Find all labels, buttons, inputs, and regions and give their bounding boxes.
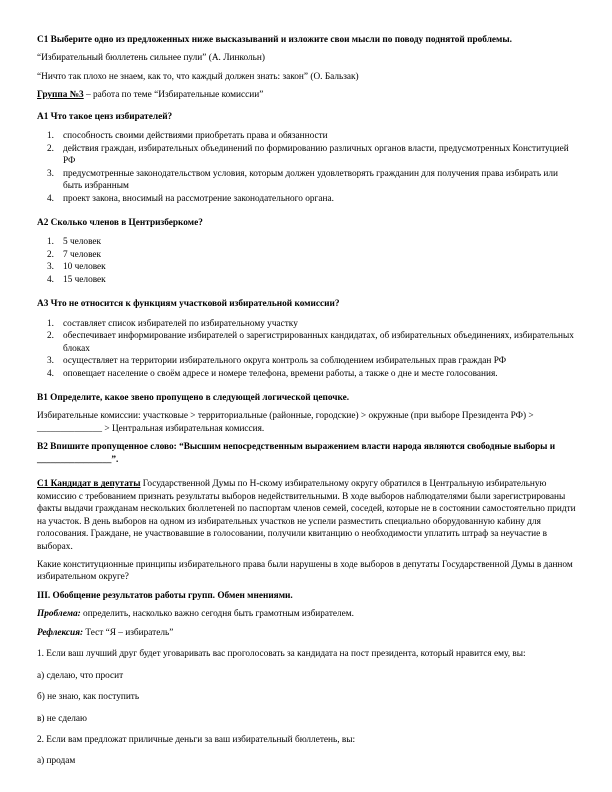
b2-label: В2 Впишите пропущенное слово: xyxy=(37,442,177,453)
b1-question: В1 Определите, какое звено пропущено в следующей логической цепочке. xyxy=(37,392,350,403)
list-item: 2. обеспечивает информирование избирателей о зарегистрированных кандидатах, об избирательных объединениях, избирательных блоках xyxy=(47,331,574,354)
list-item: 4. оповещает население о своём адресе и номере телефона, времени работы, а также о дне и месте голосования. xyxy=(47,368,498,379)
b2-text: “Высшим непосредственным выражением власти народа являются свободные выборы и ________________”. xyxy=(37,442,556,465)
group-text: – работа по теме “Избирательные комиссии” xyxy=(83,90,264,101)
a1-question: А1 Что такое ценз избирателей? xyxy=(37,111,173,122)
list-item: 4. 15 человек xyxy=(47,274,106,285)
quote-lincoln: “Избирательный бюллетень сильнее пули” (А. Линкольн) xyxy=(37,53,265,64)
list-item: 2. действия граждан, избирательных объединений по формированию различных органов власти, предусмотренных Конституцией РФ xyxy=(47,143,569,167)
list-item: 2. 7 человек xyxy=(47,249,102,260)
list-item: 3. осуществляет на территории избирательного округа контроль за соблюдением избирательных прав граждан РФ xyxy=(47,356,507,367)
reflection-label: Рефлексия: xyxy=(37,627,84,638)
reflection-text: Тест “Я – избиратель” xyxy=(83,627,174,638)
c1-case xyxy=(37,478,577,553)
group-title xyxy=(37,89,577,101)
c1-heading: С1 Выберите одно из предложенных ниже высказываний и изложите свои мысли по поводу поднятой проблемы. xyxy=(37,35,512,45)
group-label: Группа №3 xyxy=(37,90,84,101)
a3-question: А3 Что не относится к функциям участковой избирательной комиссии? xyxy=(37,299,340,310)
test-q1-answer: б) не знаю, как поступить xyxy=(37,692,140,703)
c1-case-question: Какие конституционные принципы избирательного права были нарушены в ходе выборов в депутаты Государственной Думы в данном избирательном округе? xyxy=(37,559,573,583)
test-q1: 1. Если ваш лучший друг будет уговаривать вас проголосовать за кандидата на пост президента, который нравится ему, вы: xyxy=(37,649,526,660)
list-item: 1. 5 человек xyxy=(47,237,102,248)
c1-case-label: С1 Кандидат в депутаты xyxy=(37,479,141,490)
problem xyxy=(37,608,577,620)
c1-case-text: Государственной Думы по Н-скому избирательному округу обратился в Центральную избирательную комиссию с требованием признать результаты выборов недействительными. В ходе выборов наблюдателями были зарегистрированы факты выдачи гражданам нескольких бюллетеней по паспортам членов семей, соседей, которые не в состоянии самостоятельно придти на участок. В день выборов на одном из избирательных участков не успели разместить специально оборудованную кабину для голосования. Граждане, не участвовавшие в голосовании, получили квитанцию о необходимости уплатить штраф за неучастие в выборах. xyxy=(37,479,576,552)
a3-options xyxy=(37,318,577,380)
a1-options xyxy=(37,130,577,205)
test-q2-answer: а) продам xyxy=(37,756,76,767)
test-q2: 2. Если вам предложат приличные деньги за ваш избирательный бюллетень, вы: xyxy=(37,735,356,746)
quote-balzac: “Ничто так плохо не знаем, как то, что каждый должен знать: закон” (О. Бальзак) xyxy=(37,71,359,82)
list-item: 3. предусмотренные законодательством условия, которым должен удовлетворять гражданин для получения права избирать или быть избранным xyxy=(47,168,558,192)
test-q1-answer: в) не сделаю xyxy=(37,713,87,724)
test-q1-answer: а) сделаю, что просит xyxy=(37,670,124,681)
section3-heading: III. Обобщение результатов работы групп. Обмен мнениями. xyxy=(37,590,293,601)
a2-question: А2 Сколько членов в Центризберкоме? xyxy=(37,217,203,228)
reflection xyxy=(37,627,577,639)
problem-text: определить, насколько важно сегодня быть грамотным избирателем. xyxy=(80,609,354,620)
problem-label: Проблема: xyxy=(37,609,81,620)
b2-question xyxy=(37,441,577,466)
list-item: 3. 10 человек xyxy=(47,262,106,273)
document-page xyxy=(37,34,577,768)
list-item: 4. проект закона, вносимый на рассмотрение законодательного органа. xyxy=(47,193,334,204)
a2-options xyxy=(37,236,577,286)
b1-chain: Избирательные комиссии: участковые > территориальные (районные, городские) > окружные (при выборе Президента РФ) > ______________ > Центральная избирательная комиссия. xyxy=(37,411,534,434)
list-item: 1. способность своими действиями приобретать права и обязанности xyxy=(47,131,328,142)
list-item: 1. составляет список избирателей по избирательному участку xyxy=(47,318,298,329)
